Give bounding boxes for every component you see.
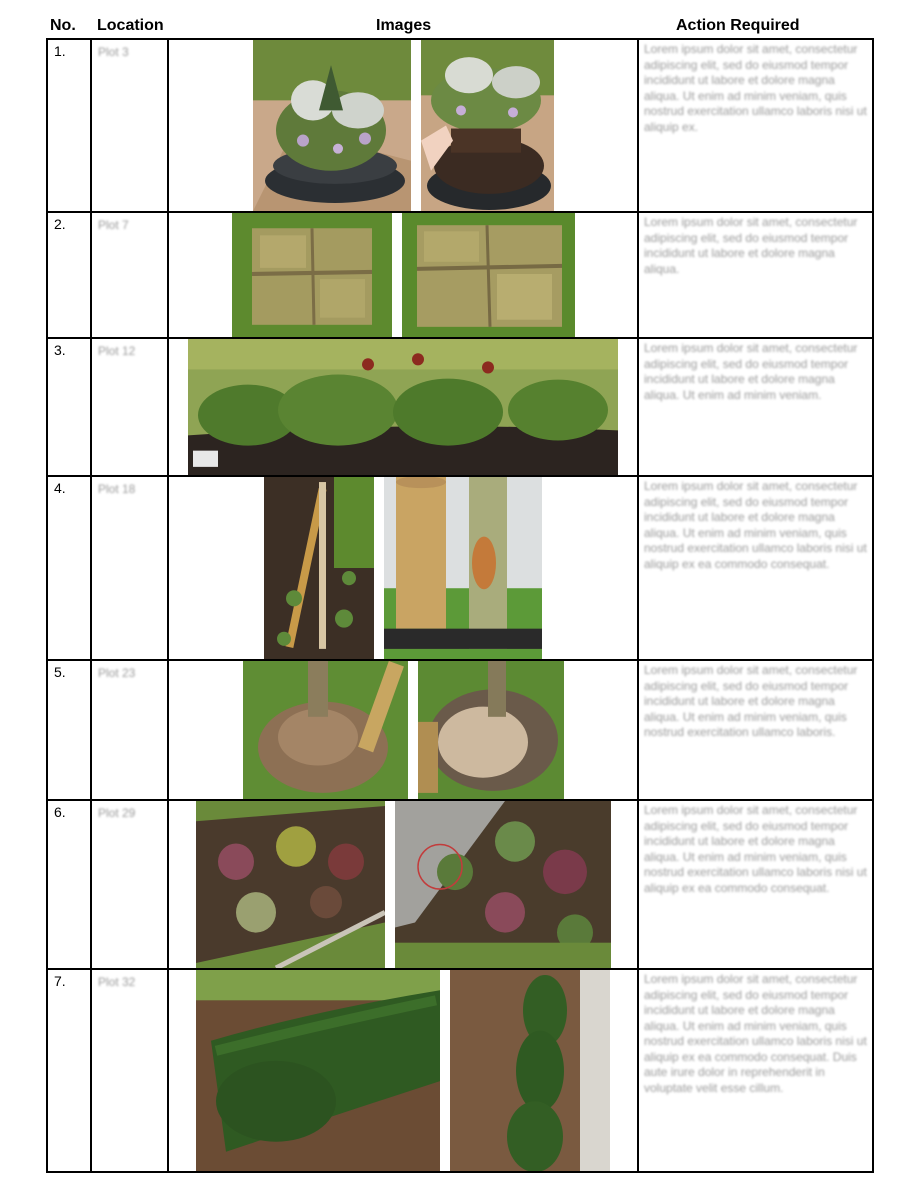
table-row xyxy=(47,212,873,338)
photo-planting-bed xyxy=(196,801,385,968)
row-location: Plot 3 xyxy=(91,39,168,212)
photo-hedge-wall xyxy=(450,970,610,1171)
row-location: Plot 29 xyxy=(91,800,168,969)
row-images xyxy=(168,660,638,800)
row-images xyxy=(168,800,638,969)
photo-planter-uprooted xyxy=(421,40,554,211)
row-images xyxy=(168,969,638,1172)
row-location: Plot 12 xyxy=(91,338,168,476)
header-location: Location xyxy=(97,17,164,34)
photo-turf xyxy=(232,213,392,337)
row-action: Lorem ipsum dolor sit amet, consectetur adipiscing elit, sed do eiusmod tempor incididunt ut labore et dolore magna aliqua. Ut enim ad minim veniam, quis nostrud exercitation ullamco laboris nisi ut aliquip ex ea commodo consequat. Duis aute irure dolor in reprehenderit in voluptate velit esse cillum. xyxy=(638,969,873,1172)
table-row xyxy=(47,969,873,1172)
row-location: Plot 18 xyxy=(91,476,168,660)
photo-planter xyxy=(253,40,411,211)
row-location: Plot 7 xyxy=(91,212,168,338)
row-number: 7. xyxy=(47,969,91,1172)
table-row xyxy=(47,39,873,212)
header-action: Action Required xyxy=(676,17,800,34)
table-row xyxy=(47,476,873,660)
row-number: 2. xyxy=(47,212,91,338)
inspection-table xyxy=(46,38,874,1173)
table-row xyxy=(47,338,873,476)
row-images xyxy=(168,476,638,660)
row-action: Lorem ipsum dolor sit amet, consectetur adipiscing elit, sed do eiusmod tempor incididunt ut labore et dolore magna aliqua. Ut enim ad minim veniam, quis nostrud exercitation ullamco laboris nisi ut aliquip ex ea commodo consequat. xyxy=(638,476,873,660)
row-number: 3. xyxy=(47,338,91,476)
row-images xyxy=(168,338,638,476)
photo-tree-hessian xyxy=(418,661,564,799)
row-action: Lorem ipsum dolor sit amet, consectetur adipiscing elit, sed do eiusmod tempor incididunt ut labore et dolore magna aliqua. Ut enim ad minim veniam. xyxy=(638,338,873,476)
row-number: 6. xyxy=(47,800,91,969)
photo-stake-trunk xyxy=(384,477,542,659)
table-row xyxy=(47,660,873,800)
header-images: Images xyxy=(376,17,432,34)
row-action: Lorem ipsum dolor sit amet, consectetur adipiscing elit, sed do eiusmod tempor incididunt ut labore et dolore magna aliqua. Ut enim ad minim veniam, quis nostrud exercitation ullamco laboris nisi ut aliquip ex ea commodo consequat. xyxy=(638,800,873,969)
photo-tree-base xyxy=(243,661,408,799)
row-number: 1. xyxy=(47,39,91,212)
header-no: No. xyxy=(50,17,76,34)
row-images xyxy=(168,212,638,338)
row-number: 5. xyxy=(47,660,91,800)
photo-tree-stakes xyxy=(264,477,374,659)
row-location: Plot 32 xyxy=(91,969,168,1172)
photo-turf-close xyxy=(402,213,575,337)
photo-shrub-row xyxy=(188,339,618,475)
row-action: Lorem ipsum dolor sit amet, consectetur adipiscing elit, sed do eiusmod tempor incididunt ut labore et dolore magna aliqua. Ut enim ad minim veniam, quis nostrud exercitation ullamco laboris nisi ut aliquip ex. xyxy=(638,39,873,212)
row-images xyxy=(168,39,638,212)
row-location: Plot 23 xyxy=(91,660,168,800)
table-row xyxy=(47,800,873,969)
photo-hedge xyxy=(196,970,440,1171)
row-number: 4. xyxy=(47,476,91,660)
photo-bed-path xyxy=(395,801,611,968)
row-action: Lorem ipsum dolor sit amet, consectetur adipiscing elit, sed do eiusmod tempor incididunt ut labore et dolore magna aliqua. Ut enim ad minim veniam, quis nostrud exercitation ullamco laboris. xyxy=(638,660,873,800)
row-action: Lorem ipsum dolor sit amet, consectetur adipiscing elit, sed do eiusmod tempor incididunt ut labore et dolore magna aliqua. xyxy=(638,212,873,338)
